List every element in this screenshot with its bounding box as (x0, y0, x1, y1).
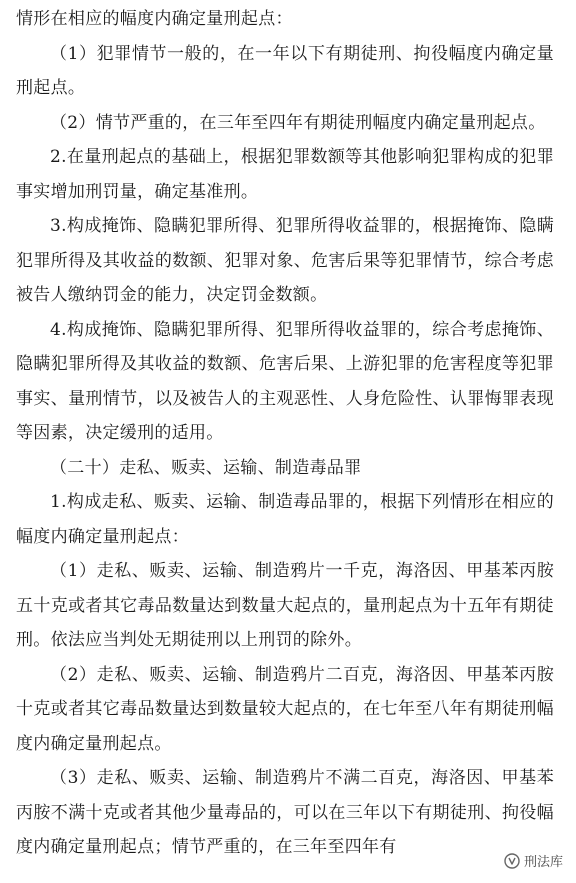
paragraph-10: （3）走私、贩卖、运输、制造鸦片不满二百克，海洛因、甲基苯丙胺不满十克或者其他少量毒品的，可以在三年以下有期徒刑、拘役幅度内确定量刑起点；情节严重的，在三年至四年有 (16, 768, 554, 857)
watermark-text: 刑法库 (523, 855, 563, 870)
paragraph-4: 3.构成掩饰、隐瞒犯罪所得、犯罪所得收益罪的，根据掩饰、隐瞒犯罪所得及其收益的数额、犯罪对象、危害后果等犯罪情节，综合考虑被告人缴纳罚金的能力，决定罚金数额。 (16, 216, 554, 305)
paragraph-8: （1）走私、贩卖、运输、制造鸦片一千克，海洛因、甲基苯丙胺五十克或者其它毒品数量达到数量大起点的，量刑起点为十五年有期徒刑。依法应当判处无期徒刑以上刑罚的除外。 (16, 561, 554, 650)
wechat-channel-icon (504, 853, 520, 869)
paragraph-9: （2）走私、贩卖、运输、制造鸦片二百克，海洛因、甲基苯丙胺十克或者其它毒品数量达到数量较大起点的，在七年至八年有期徒刑幅度内确定量刑起点。 (16, 664, 554, 754)
section-heading: （二十）走私、贩卖、运输、制造毒品罪 (50, 457, 362, 478)
watermark (501, 850, 566, 871)
paragraph-3: 2.在量刑起点的基础上，根据犯罪数额等其他影响犯罪构成的犯罪事实增加刑罚量，确定基准刑。 (16, 147, 554, 202)
paragraph-5: 4.构成掩饰、隐瞒犯罪所得、犯罪所得收益罪的，综合考虑掩饰、隐瞒犯罪所得及其收益的数额、危害后果、上游犯罪的危害程度等犯罪事实、量刑情节，以及被告人的主观恶性、人身危险性、认罪悔罪表现等因素，决定缓刑的适用。 (16, 319, 554, 443)
paragraph-7: 1.构成走私、贩卖、运输、制造毒品罪的，根据下列情形在相应的幅度内确定量刑起点： (16, 492, 554, 547)
paragraph-2: （2）情节严重的，在三年至四年有期徒刑幅度内确定量刑起点。 (50, 112, 546, 133)
paragraph-1: （1）犯罪情节一般的，在一年以下有期徒刑、拘役幅度内确定量刑起点。 (16, 43, 554, 98)
paragraph-0: 情形在相应的幅度内确定量刑起点： (16, 9, 293, 29)
